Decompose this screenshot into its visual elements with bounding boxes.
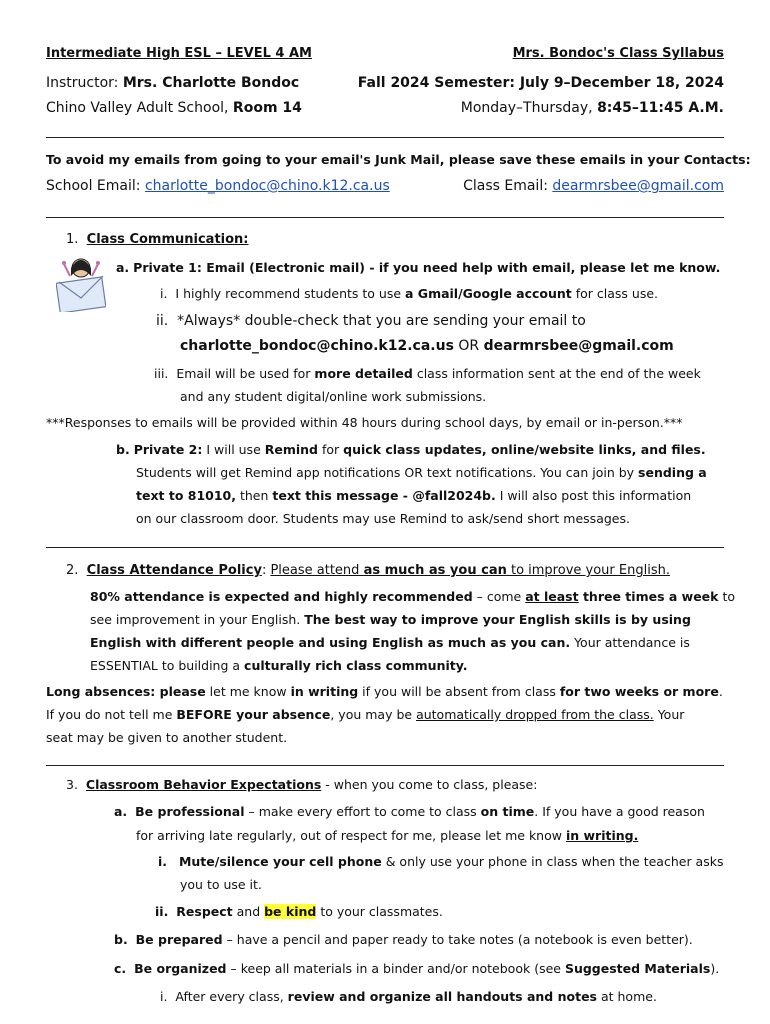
school-email-line: School Email: charlotte_bondoc@chino.k12.ca.us (46, 178, 390, 194)
school-email-link[interactable]: charlotte_bondoc@chino.k12.ca.us (144, 178, 390, 194)
response-note: ***Responses to emails will be provided within 48 hours during school days, by email or in-person.*** (46, 415, 683, 430)
schedule-line: Monday–Thursday, 8:45–11:45 A.M. (460, 100, 724, 116)
class-email-line: Class Email: dearmrsbee@gmail.com (463, 178, 724, 194)
highlighted-text: be kind (264, 904, 317, 919)
s1-item-b: b. Private 2: I will use Remind for quick class updates, online/website links, and files. (116, 442, 706, 457)
s1-item-a-iii-cont: and any student digital/online work submissions. (180, 389, 487, 404)
s1-item-a-ii: ii. *Always* double-check that you are sending your email to (156, 313, 586, 329)
s1-item-b-line2: Students will get Remind app notifications OR text notifications. You can join by sending a (136, 465, 707, 480)
s3-item-c-i: i. After every class, review and organize all handouts and notes at home. (160, 989, 657, 1004)
divider (46, 765, 724, 766)
s1-item-a-i: i. I highly recommend students to use a Gmail/Google account for class use. (160, 286, 659, 301)
s2-para-line4: ESSENTIAL to building a culturally rich class community. (90, 658, 468, 673)
s3-item-a-line2: for arriving late regularly, out of respect for me, please let me know in writing. (136, 828, 639, 843)
s2-absence-line1: Long absences: please let me know in writing if you will be absent from class for two weeks or more. (46, 684, 723, 699)
section-2-heading: 2. Class Attendance Policy: Please attend as much as you can to improve your English. (66, 563, 670, 578)
s3-item-a: a. Be professional – make every effort to come to class on time. If you have a good reason (114, 804, 705, 819)
s3-item-a-i: i. Mute/silence your cell phone & only use your phone in class when the teacher asks (158, 854, 724, 869)
s1-item-a-ii-emails: charlotte_bondoc@chino.k12.ca.us OR dearmrsbee@gmail.com (180, 338, 674, 354)
s1-item-b-line3: text to 81010, then text this message - @fall2024b. I will also post this information (136, 488, 692, 503)
s2-absence-line3: seat may be given to another student. (46, 730, 288, 745)
divider (46, 217, 724, 218)
instructor-line: Instructor: Mrs. Charlotte Bondoc (46, 75, 300, 91)
section-1-heading: 1. Class Communication: (66, 232, 249, 247)
s2-para-line1: 80% attendance is expected and highly recommended – come at least three times a week to (90, 589, 735, 604)
s2-para-line3: English with different people and using English as much as you can. Your attendance is (90, 635, 690, 650)
email-envelope-avatar-icon (56, 254, 106, 312)
s2-absence-line2: If you do not tell me BEFORE your absence, you may be automatically dropped from the class. Your (46, 707, 685, 722)
s3-item-c: c. Be organized – keep all materials in a binder and/or notebook (see Suggested Materials). (114, 961, 720, 976)
s1-item-a-iii: iii. Email will be used for more detailed class information sent at the end of the week (154, 366, 701, 381)
semester-line: Fall 2024 Semester: July 9–December 18, 2024 (357, 75, 724, 91)
s3-item-a-ii: ii. Respect and be kind to your classmates. (155, 904, 443, 919)
divider (46, 137, 724, 138)
class-email-link[interactable]: dearmrsbee@gmail.com (552, 178, 724, 194)
syllabus-title: Mrs. Bondoc's Class Syllabus (512, 46, 724, 61)
s3-item-a-i-line2: you to use it. (180, 877, 262, 892)
s2-para-line2: see improvement in your English. The best way to improve your English skills is by using (90, 612, 691, 627)
s1-item-a: a. Private 1: Email (Electronic mail) - if you need help with email, please let me know. (116, 260, 721, 275)
course-title: Intermediate High ESL – LEVEL 4 AM (46, 46, 312, 61)
email-notice: To avoid my emails from going to your email's Junk Mail, please save these emails in your Contacts: (46, 152, 751, 167)
divider (46, 547, 724, 548)
section-3-heading: 3. Classroom Behavior Expectations - when you come to class, please: (66, 777, 538, 792)
s3-item-b: b. Be prepared – have a pencil and paper ready to take notes (a notebook is even better). (114, 932, 693, 947)
s1-item-b-line4: on our classroom door. Students may use Remind to ask/send short messages. (136, 511, 630, 526)
school-line: Chino Valley Adult School, Room 14 (46, 100, 302, 116)
